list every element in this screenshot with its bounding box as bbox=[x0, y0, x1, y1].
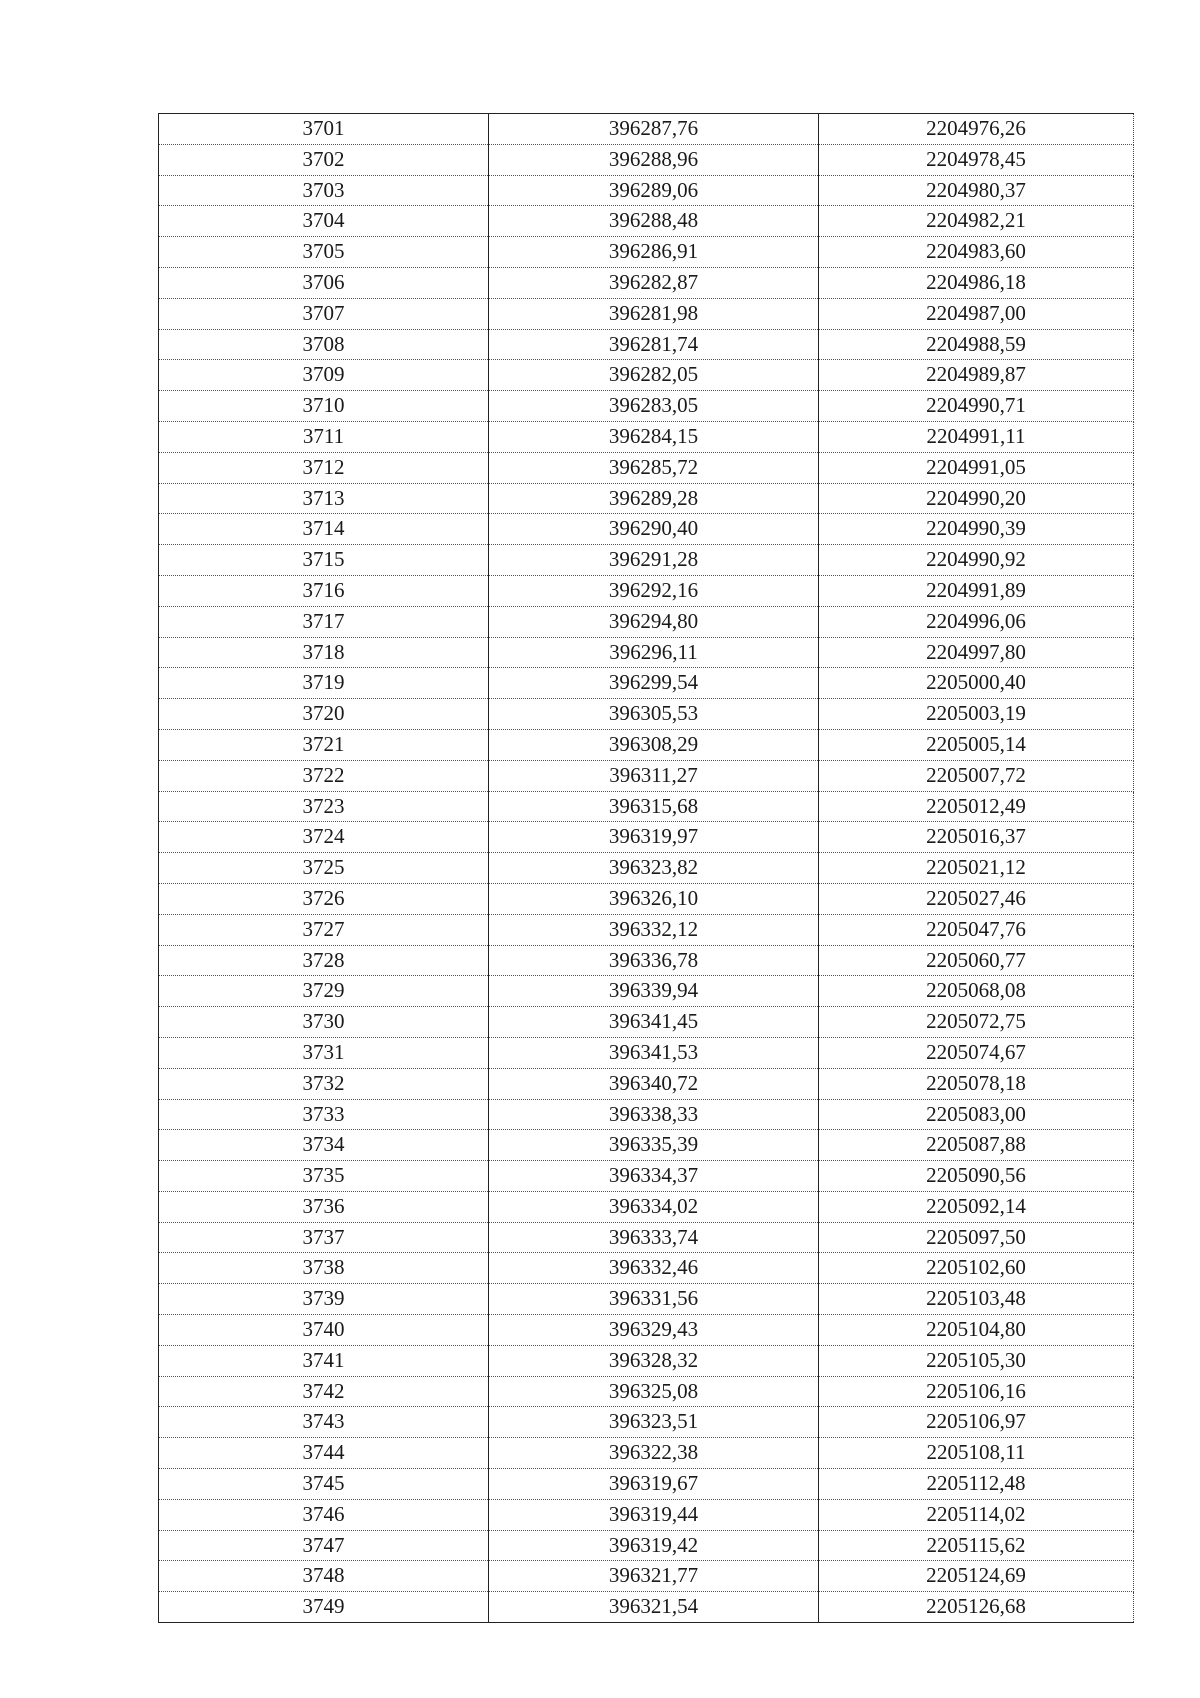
table-row bbox=[159, 883, 1134, 914]
table-row bbox=[159, 699, 1134, 730]
x-coordinate-cell: 396334,02 bbox=[489, 1191, 819, 1222]
y-coordinate-cell: 2205087,88 bbox=[819, 1130, 1134, 1161]
point-number-cell: 3721 bbox=[159, 729, 489, 760]
point-number-cell: 3729 bbox=[159, 976, 489, 1007]
x-coordinate-cell: 396282,87 bbox=[489, 267, 819, 298]
x-coordinate-cell: 396288,48 bbox=[489, 206, 819, 237]
y-coordinate-cell: 2204996,06 bbox=[819, 606, 1134, 637]
y-coordinate-cell: 2204976,26 bbox=[819, 114, 1134, 145]
table-row bbox=[159, 1499, 1134, 1530]
y-coordinate-cell: 2204990,71 bbox=[819, 391, 1134, 422]
table-row bbox=[159, 1284, 1134, 1315]
point-number-cell: 3710 bbox=[159, 391, 489, 422]
y-coordinate-cell: 2205106,97 bbox=[819, 1407, 1134, 1438]
point-number-cell: 3701 bbox=[159, 114, 489, 145]
point-number-cell: 3743 bbox=[159, 1407, 489, 1438]
x-coordinate-cell: 396326,10 bbox=[489, 883, 819, 914]
point-number-cell: 3709 bbox=[159, 360, 489, 391]
y-coordinate-cell: 2205047,76 bbox=[819, 914, 1134, 945]
point-number-cell: 3718 bbox=[159, 637, 489, 668]
point-number-cell: 3711 bbox=[159, 421, 489, 452]
y-coordinate-cell: 2204990,92 bbox=[819, 545, 1134, 576]
point-number-cell: 3719 bbox=[159, 668, 489, 699]
x-coordinate-cell: 396287,76 bbox=[489, 114, 819, 145]
x-coordinate-cell: 396319,97 bbox=[489, 822, 819, 853]
y-coordinate-cell: 2204978,45 bbox=[819, 144, 1134, 175]
table-row bbox=[159, 267, 1134, 298]
y-coordinate-cell: 2204983,60 bbox=[819, 237, 1134, 268]
table-row bbox=[159, 1068, 1134, 1099]
x-coordinate-cell: 396311,27 bbox=[489, 760, 819, 791]
point-number-cell: 3730 bbox=[159, 1007, 489, 1038]
table-row bbox=[159, 360, 1134, 391]
x-coordinate-cell: 396289,28 bbox=[489, 483, 819, 514]
x-coordinate-cell: 396338,33 bbox=[489, 1099, 819, 1130]
table-row bbox=[159, 175, 1134, 206]
table-row bbox=[159, 1191, 1134, 1222]
y-coordinate-cell: 2205124,69 bbox=[819, 1561, 1134, 1592]
point-number-cell: 3723 bbox=[159, 791, 489, 822]
table-row bbox=[159, 914, 1134, 945]
table-row bbox=[159, 1315, 1134, 1346]
x-coordinate-cell: 396325,08 bbox=[489, 1376, 819, 1407]
point-number-cell: 3714 bbox=[159, 514, 489, 545]
table-row bbox=[159, 575, 1134, 606]
table-row bbox=[159, 1592, 1134, 1623]
y-coordinate-cell: 2205078,18 bbox=[819, 1068, 1134, 1099]
point-number-cell: 3740 bbox=[159, 1315, 489, 1346]
point-number-cell: 3728 bbox=[159, 945, 489, 976]
table-row bbox=[159, 391, 1134, 422]
point-number-cell: 3726 bbox=[159, 883, 489, 914]
table-row bbox=[159, 729, 1134, 760]
y-coordinate-cell: 2205108,11 bbox=[819, 1438, 1134, 1469]
point-number-cell: 3713 bbox=[159, 483, 489, 514]
point-number-cell: 3747 bbox=[159, 1530, 489, 1561]
table-row bbox=[159, 452, 1134, 483]
table-row bbox=[159, 1130, 1134, 1161]
y-coordinate-cell: 2204991,89 bbox=[819, 575, 1134, 606]
x-coordinate-cell: 396321,77 bbox=[489, 1561, 819, 1592]
x-coordinate-cell: 396323,82 bbox=[489, 853, 819, 884]
x-coordinate-cell: 396283,05 bbox=[489, 391, 819, 422]
y-coordinate-cell: 2205092,14 bbox=[819, 1191, 1134, 1222]
x-coordinate-cell: 396336,78 bbox=[489, 945, 819, 976]
point-number-cell: 3725 bbox=[159, 853, 489, 884]
x-coordinate-cell: 396285,72 bbox=[489, 452, 819, 483]
table-row bbox=[159, 1099, 1134, 1130]
table-row bbox=[159, 668, 1134, 699]
point-number-cell: 3748 bbox=[159, 1561, 489, 1592]
table-row bbox=[159, 1253, 1134, 1284]
point-number-cell: 3708 bbox=[159, 329, 489, 360]
table-row bbox=[159, 945, 1134, 976]
point-number-cell: 3704 bbox=[159, 206, 489, 237]
point-number-cell: 3742 bbox=[159, 1376, 489, 1407]
table-row bbox=[159, 206, 1134, 237]
table-row bbox=[159, 421, 1134, 452]
x-coordinate-cell: 396339,94 bbox=[489, 976, 819, 1007]
y-coordinate-cell: 2205097,50 bbox=[819, 1222, 1134, 1253]
point-number-cell: 3724 bbox=[159, 822, 489, 853]
x-coordinate-cell: 396335,39 bbox=[489, 1130, 819, 1161]
y-coordinate-cell: 2204980,37 bbox=[819, 175, 1134, 206]
y-coordinate-cell: 2205003,19 bbox=[819, 699, 1134, 730]
point-number-cell: 3736 bbox=[159, 1191, 489, 1222]
x-coordinate-cell: 396289,06 bbox=[489, 175, 819, 206]
y-coordinate-cell: 2205106,16 bbox=[819, 1376, 1134, 1407]
point-number-cell: 3746 bbox=[159, 1499, 489, 1530]
point-number-cell: 3703 bbox=[159, 175, 489, 206]
table-row bbox=[159, 637, 1134, 668]
y-coordinate-cell: 2205102,60 bbox=[819, 1253, 1134, 1284]
y-coordinate-cell: 2205105,30 bbox=[819, 1345, 1134, 1376]
y-coordinate-cell: 2205126,68 bbox=[819, 1592, 1134, 1623]
x-coordinate-cell: 396341,45 bbox=[489, 1007, 819, 1038]
table-row bbox=[159, 514, 1134, 545]
point-number-cell: 3727 bbox=[159, 914, 489, 945]
table-row bbox=[159, 1561, 1134, 1592]
y-coordinate-cell: 2204997,80 bbox=[819, 637, 1134, 668]
point-number-cell: 3739 bbox=[159, 1284, 489, 1315]
x-coordinate-cell: 396305,53 bbox=[489, 699, 819, 730]
table-row bbox=[159, 483, 1134, 514]
table-row bbox=[159, 298, 1134, 329]
y-coordinate-cell: 2204991,05 bbox=[819, 452, 1134, 483]
table-row bbox=[159, 853, 1134, 884]
x-coordinate-cell: 396291,28 bbox=[489, 545, 819, 576]
y-coordinate-cell: 2204988,59 bbox=[819, 329, 1134, 360]
x-coordinate-cell: 396333,74 bbox=[489, 1222, 819, 1253]
x-coordinate-cell: 396296,11 bbox=[489, 637, 819, 668]
y-coordinate-cell: 2205068,08 bbox=[819, 976, 1134, 1007]
y-coordinate-cell: 2205060,77 bbox=[819, 945, 1134, 976]
x-coordinate-cell: 396340,72 bbox=[489, 1068, 819, 1099]
table-row bbox=[159, 760, 1134, 791]
table-row bbox=[159, 1438, 1134, 1469]
y-coordinate-cell: 2204991,11 bbox=[819, 421, 1134, 452]
x-coordinate-cell: 396328,32 bbox=[489, 1345, 819, 1376]
x-coordinate-cell: 396292,16 bbox=[489, 575, 819, 606]
y-coordinate-cell: 2205083,00 bbox=[819, 1099, 1134, 1130]
x-coordinate-cell: 396332,12 bbox=[489, 914, 819, 945]
table-row bbox=[159, 1407, 1134, 1438]
table-row bbox=[159, 1530, 1134, 1561]
point-number-cell: 3745 bbox=[159, 1469, 489, 1500]
table-row bbox=[159, 1376, 1134, 1407]
y-coordinate-cell: 2205021,12 bbox=[819, 853, 1134, 884]
y-coordinate-cell: 2204982,21 bbox=[819, 206, 1134, 237]
point-number-cell: 3717 bbox=[159, 606, 489, 637]
point-number-cell: 3741 bbox=[159, 1345, 489, 1376]
point-number-cell: 3749 bbox=[159, 1592, 489, 1623]
y-coordinate-cell: 2205007,72 bbox=[819, 760, 1134, 791]
table-row bbox=[159, 976, 1134, 1007]
x-coordinate-cell: 396322,38 bbox=[489, 1438, 819, 1469]
table-row bbox=[159, 1222, 1134, 1253]
x-coordinate-cell: 396281,74 bbox=[489, 329, 819, 360]
y-coordinate-cell: 2205104,80 bbox=[819, 1315, 1134, 1346]
coordinates-table bbox=[158, 113, 1134, 1623]
x-coordinate-cell: 396284,15 bbox=[489, 421, 819, 452]
x-coordinate-cell: 396282,05 bbox=[489, 360, 819, 391]
x-coordinate-cell: 396286,91 bbox=[489, 237, 819, 268]
x-coordinate-cell: 396329,43 bbox=[489, 1315, 819, 1346]
x-coordinate-cell: 396299,54 bbox=[489, 668, 819, 699]
x-coordinate-cell: 396331,56 bbox=[489, 1284, 819, 1315]
point-number-cell: 3722 bbox=[159, 760, 489, 791]
y-coordinate-cell: 2205027,46 bbox=[819, 883, 1134, 914]
y-coordinate-cell: 2204986,18 bbox=[819, 267, 1134, 298]
point-number-cell: 3706 bbox=[159, 267, 489, 298]
y-coordinate-cell: 2205114,02 bbox=[819, 1499, 1134, 1530]
y-coordinate-cell: 2205090,56 bbox=[819, 1161, 1134, 1192]
point-number-cell: 3734 bbox=[159, 1130, 489, 1161]
table-row bbox=[159, 1345, 1134, 1376]
table-row bbox=[159, 545, 1134, 576]
point-number-cell: 3738 bbox=[159, 1253, 489, 1284]
x-coordinate-cell: 396294,80 bbox=[489, 606, 819, 637]
x-coordinate-cell: 396319,67 bbox=[489, 1469, 819, 1500]
table-row bbox=[159, 114, 1134, 145]
table-row bbox=[159, 329, 1134, 360]
y-coordinate-cell: 2204987,00 bbox=[819, 298, 1134, 329]
point-number-cell: 3707 bbox=[159, 298, 489, 329]
y-coordinate-cell: 2205016,37 bbox=[819, 822, 1134, 853]
table-row bbox=[159, 606, 1134, 637]
table-row bbox=[159, 1007, 1134, 1038]
y-coordinate-cell: 2205103,48 bbox=[819, 1284, 1134, 1315]
x-coordinate-cell: 396308,29 bbox=[489, 729, 819, 760]
x-coordinate-cell: 396332,46 bbox=[489, 1253, 819, 1284]
y-coordinate-cell: 2205000,40 bbox=[819, 668, 1134, 699]
table-row bbox=[159, 1469, 1134, 1500]
y-coordinate-cell: 2204989,87 bbox=[819, 360, 1134, 391]
table-row bbox=[159, 1161, 1134, 1192]
point-number-cell: 3702 bbox=[159, 144, 489, 175]
x-coordinate-cell: 396321,54 bbox=[489, 1592, 819, 1623]
x-coordinate-cell: 396319,44 bbox=[489, 1499, 819, 1530]
coordinates-table-body bbox=[159, 114, 1134, 1623]
x-coordinate-cell: 396315,68 bbox=[489, 791, 819, 822]
x-coordinate-cell: 396334,37 bbox=[489, 1161, 819, 1192]
x-coordinate-cell: 396341,53 bbox=[489, 1037, 819, 1068]
y-coordinate-cell: 2205074,67 bbox=[819, 1037, 1134, 1068]
table-row bbox=[159, 791, 1134, 822]
x-coordinate-cell: 396290,40 bbox=[489, 514, 819, 545]
x-coordinate-cell: 396319,42 bbox=[489, 1530, 819, 1561]
point-number-cell: 3712 bbox=[159, 452, 489, 483]
y-coordinate-cell: 2204990,20 bbox=[819, 483, 1134, 514]
point-number-cell: 3735 bbox=[159, 1161, 489, 1192]
point-number-cell: 3731 bbox=[159, 1037, 489, 1068]
table-row bbox=[159, 144, 1134, 175]
table-row bbox=[159, 1037, 1134, 1068]
table-row bbox=[159, 822, 1134, 853]
point-number-cell: 3733 bbox=[159, 1099, 489, 1130]
point-number-cell: 3715 bbox=[159, 545, 489, 576]
y-coordinate-cell: 2205072,75 bbox=[819, 1007, 1134, 1038]
point-number-cell: 3737 bbox=[159, 1222, 489, 1253]
y-coordinate-cell: 2205012,49 bbox=[819, 791, 1134, 822]
point-number-cell: 3732 bbox=[159, 1068, 489, 1099]
x-coordinate-cell: 396323,51 bbox=[489, 1407, 819, 1438]
y-coordinate-cell: 2205112,48 bbox=[819, 1469, 1134, 1500]
x-coordinate-cell: 396288,96 bbox=[489, 144, 819, 175]
y-coordinate-cell: 2204990,39 bbox=[819, 514, 1134, 545]
x-coordinate-cell: 396281,98 bbox=[489, 298, 819, 329]
point-number-cell: 3705 bbox=[159, 237, 489, 268]
point-number-cell: 3744 bbox=[159, 1438, 489, 1469]
point-number-cell: 3716 bbox=[159, 575, 489, 606]
point-number-cell: 3720 bbox=[159, 699, 489, 730]
y-coordinate-cell: 2205115,62 bbox=[819, 1530, 1134, 1561]
table-row bbox=[159, 237, 1134, 268]
y-coordinate-cell: 2205005,14 bbox=[819, 729, 1134, 760]
